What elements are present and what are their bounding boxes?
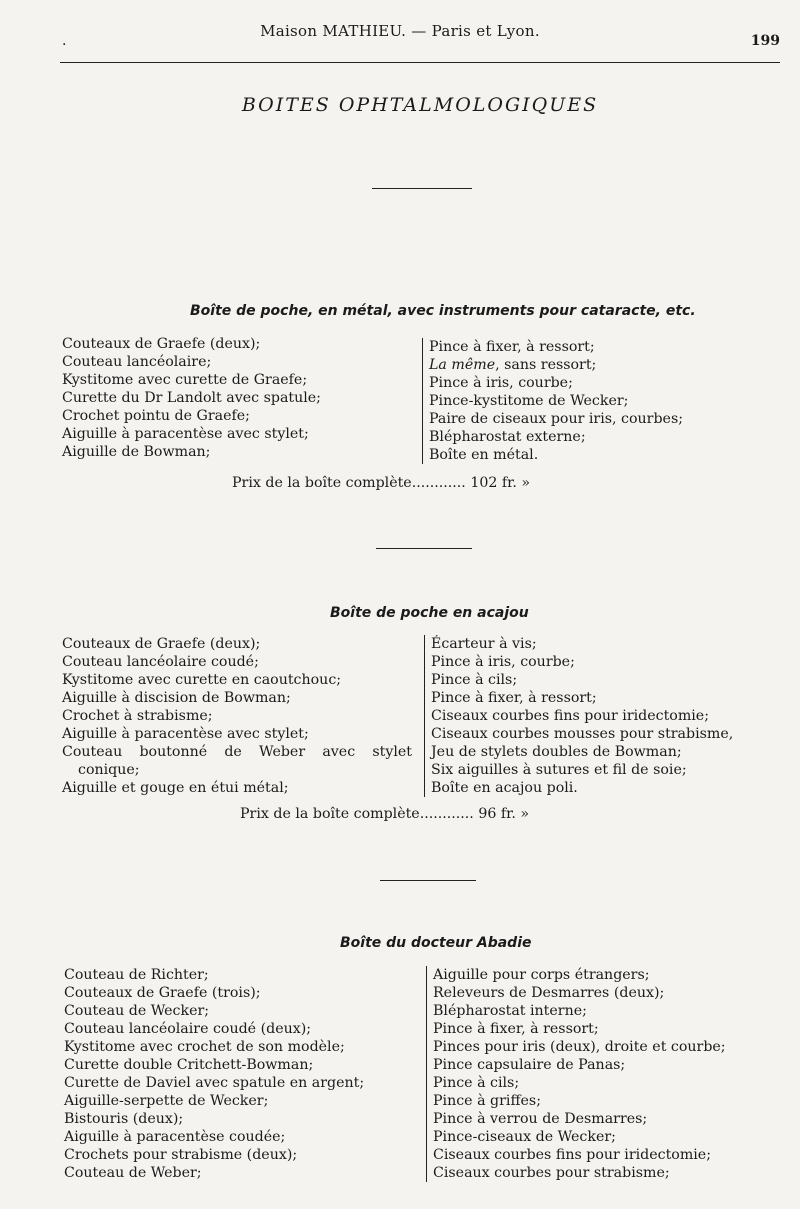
list-item: Crochet pointu de Graefe;	[62, 408, 250, 424]
list-item: Aiguille à paracentèse avec stylet;	[62, 426, 309, 442]
list-item: Couteau lancéolaire coudé (deux);	[64, 1021, 312, 1037]
header-dot: .	[62, 33, 67, 49]
list-item: Bistouris (deux);	[64, 1111, 184, 1127]
section-1-left-list	[62, 335, 321, 461]
list-item: Paire de ciseaux pour iris, courbes;	[429, 411, 684, 427]
list-item: Écarteur à vis;	[431, 636, 537, 652]
list-item: Couteaux de Graefe (deux);	[62, 336, 261, 352]
list-item: Blépharostat externe;	[429, 429, 586, 445]
list-item: Couteau de Richter;	[64, 967, 209, 983]
list-item: Ciseaux courbes mousses pour strabisme,	[431, 726, 734, 742]
list-item: Ciseaux courbes fins pour iridectomie;	[431, 708, 709, 724]
list-item: Pince à fixer, à ressort;	[429, 339, 595, 355]
list-item: Couteau boutonné de Weber avec stylet	[62, 744, 412, 760]
section-1-price: Prix de la boîte complète............ 102 fr. »	[232, 475, 531, 491]
list-item: Curette double Critchett-Bowman;	[64, 1057, 314, 1073]
list-item: Kystitome avec crochet de son modèle;	[64, 1039, 345, 1055]
list-item: Pince à cils;	[431, 672, 518, 688]
section-divider	[376, 548, 472, 549]
list-item-continuation: conique;	[78, 762, 140, 778]
list-item: Pince à cils;	[433, 1075, 520, 1091]
section-1-title: Boîte de poche, en métal, avec instruments pour cataracte, etc.	[190, 303, 696, 319]
header-rule	[60, 62, 780, 63]
list-item: Pince à fixer, à ressort;	[433, 1021, 599, 1037]
list-item: Pince-kystitome de Wecker;	[429, 393, 629, 409]
list-item: Pince-ciseaux de Wecker;	[433, 1129, 616, 1145]
list-item: Pince à iris, courbe;	[431, 654, 575, 670]
section-3-title: Boîte du docteur Abadie	[340, 935, 532, 951]
section-2-right-list	[424, 635, 733, 797]
list-item: Kystitome avec curette de Graefe;	[62, 372, 308, 388]
list-item: Pince capsulaire de Panas;	[433, 1057, 626, 1073]
list-item: Six aiguilles à sutures et fil de soie;	[431, 762, 687, 778]
list-item: Aiguille et gouge en étui métal;	[62, 780, 289, 796]
list-item: Ciseaux courbes pour strabisme;	[433, 1165, 670, 1181]
list-item-rest: , sans ressort;	[495, 357, 597, 373]
list-item: Crochets pour strabisme (deux);	[64, 1147, 298, 1163]
list-item: Ciseaux courbes fins pour iridectomie;	[433, 1147, 711, 1163]
list-item: Curette du Dr Landolt avec spatule;	[62, 390, 321, 406]
section-3-left-list	[64, 966, 364, 1182]
list-item-italic: La même	[429, 357, 496, 373]
list-item: Jeu de stylets doubles de Bowman;	[431, 744, 682, 760]
page-title: BOITES OPHTALMOLOGIQUES	[241, 94, 599, 116]
list-item	[429, 356, 683, 374]
list-item: Aiguille pour corps étrangers;	[433, 967, 650, 983]
list-item: Couteau de Weber;	[64, 1165, 202, 1181]
title-divider	[372, 188, 472, 189]
section-divider	[380, 880, 476, 881]
list-item: Releveurs de Desmarres (deux);	[433, 985, 665, 1001]
list-item: Pince à griffes;	[433, 1093, 541, 1109]
page-number: 199	[750, 33, 780, 49]
list-item: Pince à verrou de Desmarres;	[433, 1111, 648, 1127]
list-item: Boîte en acajou poli.	[431, 780, 578, 796]
running-head: Maison MATHIEU. — Paris et Lyon.	[260, 22, 540, 40]
list-item: Pince à iris, courbe;	[429, 375, 573, 391]
section-2-left-list	[62, 635, 412, 797]
list-item: Boîte en métal.	[429, 447, 539, 463]
list-item: Pince à fixer, à ressort;	[431, 690, 597, 706]
list-item: Aiguille à paracentèse avec stylet;	[62, 726, 309, 742]
list-item: Couteau lancéolaire coudé;	[62, 654, 259, 670]
list-item: Aiguille à paracentèse coudée;	[64, 1129, 286, 1145]
section-2-price: Prix de la boîte complète............ 96 fr. »	[240, 806, 530, 822]
list-item: Blépharostat interne;	[433, 1003, 587, 1019]
list-item: Aiguille-serpette de Wecker;	[64, 1093, 269, 1109]
list-item: Curette de Daviel avec spatule en argent;	[64, 1075, 365, 1091]
section-2-title: Boîte de poche en acajou	[330, 605, 529, 621]
list-item: Aiguille à discision de Bowman;	[62, 690, 291, 706]
list-item: Couteaux de Graefe (trois);	[64, 985, 261, 1001]
list-item: Crochet à strabisme;	[62, 708, 213, 724]
list-item: Couteaux de Graefe (deux);	[62, 636, 261, 652]
list-item: Aiguille de Bowman;	[62, 444, 211, 460]
list-item: Couteau lancéolaire;	[62, 354, 212, 370]
section-1-right-list	[422, 338, 683, 464]
list-item: Pinces pour iris (deux), droite et courbe;	[433, 1039, 726, 1055]
list-item: Kystitome avec curette en caoutchouc;	[62, 672, 342, 688]
section-3-right-list	[426, 966, 726, 1182]
list-item: Couteau de Wecker;	[64, 1003, 210, 1019]
